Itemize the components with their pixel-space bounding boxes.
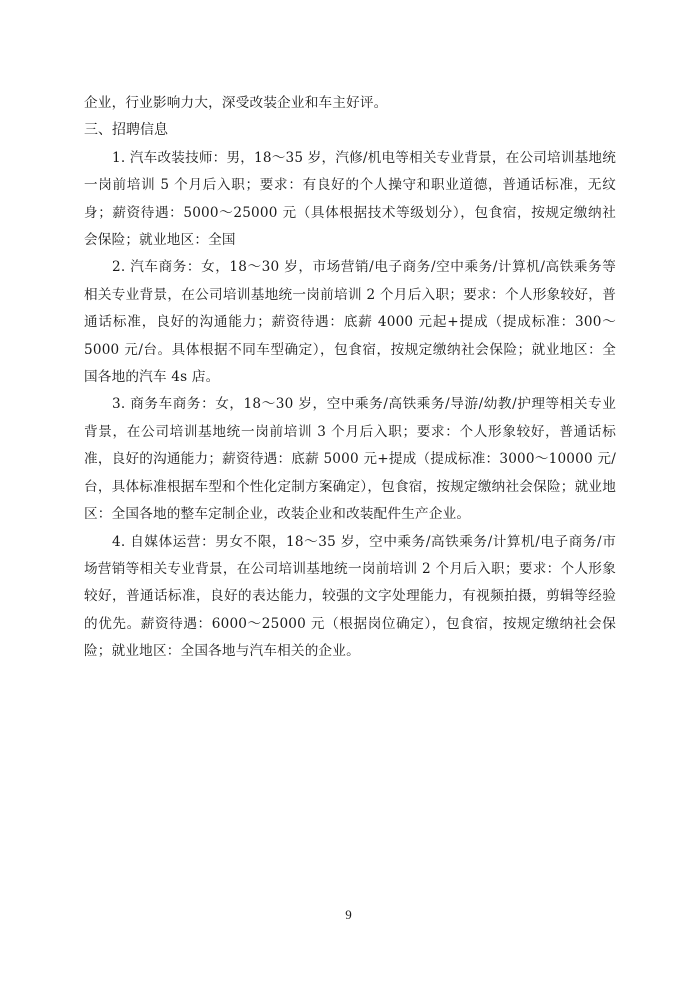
intro-paragraph-tail: 企业，行业影响力大，深受改装企业和车主好评。 bbox=[84, 95, 388, 111]
position-4-paragraph: 4. 自媒体运营：男女不限，18～35 岁，空中乘务/高铁乘务/计算机/电子商务/市场营销等相关专业背景，在公司培训基地统一岗前培训 2 个月后入职；要求：个人形象较好，普通话标准，良好的表达能力，较强的文字处理能力，有视频拍摄，剪辑等经验的优先。薪资待遇：6000～25000 元（根据岗位确定），包食宿，按规定缴纳社会保险；就业地区：全国各地与汽车相关的企业。 bbox=[84, 533, 616, 660]
page-number: 9 bbox=[345, 907, 352, 922]
section-heading: 三、招聘信息 bbox=[84, 122, 168, 139]
position-1-paragraph: 1. 汽车改装技师：男，18～35 岁，汽修/机电等相关专业背景，在公司培训基地统一岗前培训 5 个月后入职；要求：有良好的个人操守和职业道德，普通话标准，无纹身；薪资待遇：5000～25000 元（具体根据技术等级划分），包食宿，按规定缴纳社会保险；就业地区：全国 bbox=[84, 149, 616, 249]
position-2-paragraph: 2. 汽车商务：女，18～30 岁，市场营销/电子商务/空中乘务/计算机/高铁乘务等相关专业背景，在公司培训基地统一岗前培训 2 个月后入职；要求：个人形象较好，普通话标准，良好的沟通能力；薪资待遇：底薪 4000 元起+提成（提成标准：300～5000 元/台。具体根据不同车型确定），包食宿，按规定缴纳社会保险；就业地区：全国各地的汽车 4s 店。 bbox=[84, 259, 616, 386]
document-body bbox=[84, 90, 616, 666]
position-3-paragraph: 3. 商务车商务：女，18～30 岁，空中乘务/高铁乘务/导游/幼教/护理等相关专业背景，在公司培训基地统一岗前培训 3 个月后入职；要求：个人形象较好，普通话标准，良好的沟通能力；薪资待遇：底薪 5000 元+提成（提成标准：3000～10000 元/台，具体标准根据车型和个性化定制方案确定），包食宿，按规定缴纳社会保险；就业地区：全国各地的整车定制企业，改装企业和改装配件生产企业。 bbox=[84, 396, 616, 523]
